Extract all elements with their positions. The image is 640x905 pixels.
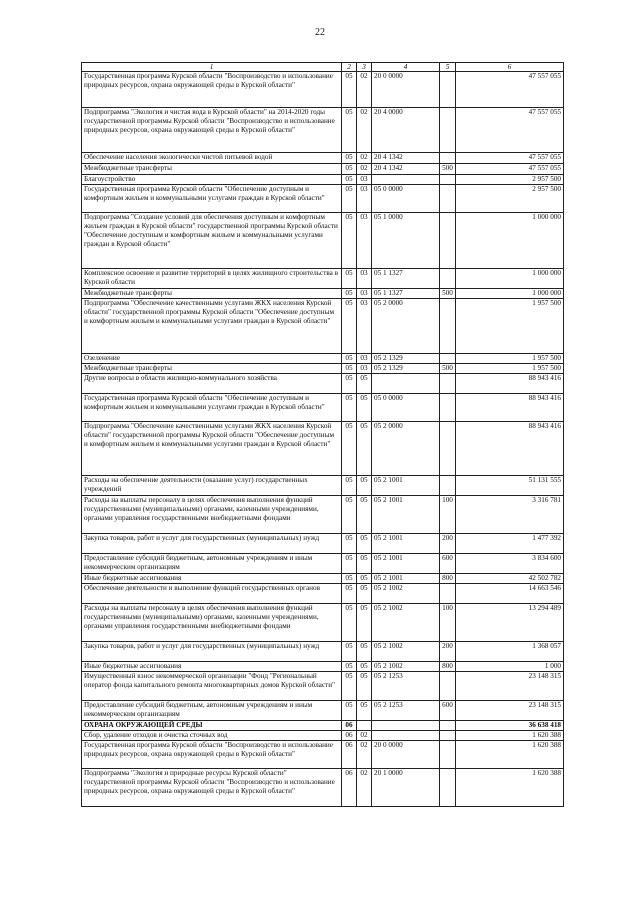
- cell-amount: 88 943 416: [456, 374, 564, 394]
- cell-name: Расходы на выплаты персоналу в целях обеспечения выполнения функций государственными (муниципальными) органами, казенными учреждениями, органами управления государственными внебюджетными фондами: [82, 604, 342, 642]
- header-row: [82, 63, 564, 72]
- cell-name: Закупка товаров, работ и услуг для государственных (муниципальных) нужд: [82, 534, 342, 554]
- cell-vr: [440, 299, 456, 354]
- cell-vr: [440, 175, 456, 185]
- cell-pr: 03: [357, 185, 372, 213]
- cell-pr: 03: [357, 289, 372, 299]
- cell-vr: [440, 422, 456, 476]
- cell-vr: [440, 269, 456, 289]
- table-row: [82, 164, 564, 175]
- cell-pr: 05: [357, 554, 372, 574]
- cell-rz: 05: [342, 422, 357, 476]
- cell-csr: 05 0 0000: [372, 185, 440, 213]
- cell-pr: 03: [357, 364, 372, 374]
- cell-rz: 05: [342, 153, 357, 164]
- cell-pr: 02: [357, 769, 372, 807]
- cell-pr: 05: [357, 496, 372, 534]
- cell-amount: 88 943 416: [456, 394, 564, 422]
- cell-name: Подпрограмма "Обеспечение качественными услугами ЖКХ населения Курской области" государственной программы Курской области "Обеспечение доступным и комфортным жильем и коммунальными услугами граждан в Курской области": [82, 422, 342, 476]
- table-row: [82, 394, 564, 422]
- cell-name: Благоустройство: [82, 175, 342, 185]
- table-row: [82, 642, 564, 662]
- cell-pr: 02: [357, 72, 372, 108]
- table-row: [82, 769, 564, 807]
- cell-pr: 02: [357, 153, 372, 164]
- cell-vr: [440, 672, 456, 701]
- cell-amount: 36 638 418: [456, 721, 564, 731]
- table-body: [82, 72, 564, 807]
- cell-csr: 20 4 1342: [372, 164, 440, 175]
- cell-amount: 14 663 546: [456, 584, 564, 604]
- cell-name: Обеспечение деятельности и выполнение функций государственных органов: [82, 584, 342, 604]
- cell-amount: 1 000: [456, 662, 564, 672]
- cell-amount: 2 957 500: [456, 185, 564, 213]
- cell-rz: 05: [342, 672, 357, 701]
- cell-rz: 05: [342, 72, 357, 108]
- cell-rz: 05: [342, 642, 357, 662]
- cell-rz: 05: [342, 164, 357, 175]
- cell-amount: 1 477 392: [456, 534, 564, 554]
- cell-rz: 05: [342, 584, 357, 604]
- cell-pr: 05: [357, 574, 372, 584]
- cell-rz: 05: [342, 496, 357, 534]
- cell-pr: 05: [357, 394, 372, 422]
- cell-amount: 2 957 500: [456, 175, 564, 185]
- cell-vr: [440, 476, 456, 496]
- cell-csr: 05 2 1329: [372, 354, 440, 364]
- table-row: [82, 741, 564, 769]
- cell-vr: [440, 72, 456, 108]
- cell-vr: [440, 731, 456, 741]
- table-row: [82, 374, 564, 394]
- table-row: [82, 354, 564, 364]
- header-name: 1: [82, 63, 342, 72]
- cell-name: Подпрограмма "Экология и чистая вода в Курской области" на 2014-2020 годы государственной программы Курской области "Воспроизводство и использование природных ресурсов, охрана окружающей среды в Курской области": [82, 108, 342, 153]
- cell-csr: [372, 374, 440, 394]
- table-row: [82, 299, 564, 354]
- cell-rz: 05: [342, 185, 357, 213]
- cell-pr: [357, 721, 372, 731]
- cell-csr: 05 2 1001: [372, 554, 440, 574]
- cell-rz: 05: [342, 554, 357, 574]
- cell-vr: [440, 185, 456, 213]
- cell-vr: [440, 584, 456, 604]
- cell-name: Межбюджетные трансферты: [82, 364, 342, 374]
- cell-vr: 200: [440, 642, 456, 662]
- budget-table: [81, 62, 564, 807]
- cell-name: Расходы на обеспечение деятельности (оказание услуг) государственных учреждений: [82, 476, 342, 496]
- cell-rz: 05: [342, 574, 357, 584]
- cell-vr: [440, 394, 456, 422]
- cell-rz: 05: [342, 354, 357, 364]
- table-row: [82, 364, 564, 374]
- cell-pr: 03: [357, 213, 372, 269]
- cell-name: Закупка товаров, работ и услуг для государственных (муниципальных) нужд: [82, 642, 342, 662]
- header-vr: 5: [440, 63, 456, 72]
- cell-csr: 05 1 0000: [372, 213, 440, 269]
- cell-vr: 100: [440, 496, 456, 534]
- cell-csr: 05 2 1002: [372, 642, 440, 662]
- cell-vr: [440, 354, 456, 364]
- cell-vr: 800: [440, 574, 456, 584]
- table-row: [82, 731, 564, 741]
- cell-name: Другие вопросы в области жилищно-коммунального хозяйства: [82, 374, 342, 394]
- cell-name: Межбюджетные трансферты: [82, 164, 342, 175]
- cell-amount: 1 957 500: [456, 299, 564, 354]
- cell-name: Иные бюджетные ассигнования: [82, 662, 342, 672]
- cell-pr: 05: [357, 422, 372, 476]
- cell-csr: 05 2 1001: [372, 496, 440, 534]
- cell-vr: [440, 741, 456, 769]
- table-row: [82, 108, 564, 153]
- cell-csr: 05 2 1001: [372, 574, 440, 584]
- cell-amount: 3 834 600: [456, 554, 564, 574]
- cell-amount: 47 557 055: [456, 164, 564, 175]
- cell-vr: 500: [440, 364, 456, 374]
- cell-name: ОХРАНА ОКРУЖАЮЩЕЙ СРЕДЫ: [82, 721, 342, 731]
- cell-amount: 23 148 315: [456, 672, 564, 701]
- table-row: [82, 534, 564, 554]
- cell-csr: 20 4 1342: [372, 153, 440, 164]
- cell-rz: 05: [342, 701, 357, 721]
- cell-csr: 05 2 1002: [372, 662, 440, 672]
- cell-name: Подпрограмма "Экология и природные ресурсы Курской области" государственной программы Курской области "Воспроизводство и использование природных ресурсов, охрана окружающей среды в Курской области": [82, 769, 342, 807]
- cell-vr: 100: [440, 604, 456, 642]
- cell-csr: 05 2 1002: [372, 604, 440, 642]
- table-row: [82, 604, 564, 642]
- cell-name: Межбюджетные трансферты: [82, 289, 342, 299]
- cell-name: Предоставление субсидий бюджетным, автономным учреждениям и иным некоммерческим организациям: [82, 701, 342, 721]
- cell-vr: [440, 769, 456, 807]
- table-row: [82, 662, 564, 672]
- cell-csr: 05 0 0000: [372, 394, 440, 422]
- cell-amount: 1 000 000: [456, 289, 564, 299]
- cell-name: Имущественный взнос некоммерческой организации "Фонд "Региональный оператор фонда капитального ремонта многоквартирных домов Курской области": [82, 672, 342, 701]
- cell-csr: 05 2 1253: [372, 701, 440, 721]
- cell-pr: 05: [357, 604, 372, 642]
- cell-csr: 20 4 0000: [372, 108, 440, 153]
- cell-vr: 500: [440, 164, 456, 175]
- table-row: [82, 701, 564, 721]
- cell-amount: 47 557 055: [456, 108, 564, 153]
- cell-pr: 02: [357, 741, 372, 769]
- cell-pr: 02: [357, 164, 372, 175]
- cell-vr: [440, 108, 456, 153]
- table-row: [82, 185, 564, 213]
- cell-name: Государственная программа Курской области "Воспроизводство и использование природных ресурсов, охрана окружающей среды в Курской области": [82, 741, 342, 769]
- cell-name: Подпрограмма "Создание условий для обеспечения доступным и комфортным жильем граждан в Курской области" государственной программы Курской области "Обеспечение доступным и комфортным жильем и коммунальными услугами граждан в Курской области": [82, 213, 342, 269]
- table-row: [82, 213, 564, 269]
- table-row: [82, 496, 564, 534]
- cell-amount: 47 557 055: [456, 153, 564, 164]
- cell-amount: 13 294 489: [456, 604, 564, 642]
- cell-vr: 500: [440, 289, 456, 299]
- cell-amount: 1 957 500: [456, 364, 564, 374]
- cell-csr: 05 1 1327: [372, 289, 440, 299]
- table-row: [82, 672, 564, 701]
- cell-name: Озеленение: [82, 354, 342, 364]
- cell-pr: 05: [357, 642, 372, 662]
- cell-csr: 05 2 1329: [372, 364, 440, 374]
- cell-pr: 05: [357, 476, 372, 496]
- cell-name: Предоставление субсидий бюджетным, автономным учреждениям и иным некоммерческим организациям: [82, 554, 342, 574]
- cell-name: Расходы на выплаты персоналу в целях обеспечения выполнения функций государственными (муниципальными) органами, казенными учреждениями, органами управления государственными внебюджетными фондами: [82, 496, 342, 534]
- cell-rz: 05: [342, 269, 357, 289]
- cell-name: Государственная программа Курской области "Воспроизводство и использование природных ресурсов, охрана окружающей среды в Курской области": [82, 72, 342, 108]
- cell-amount: 1 620 388: [456, 769, 564, 807]
- cell-rz: 05: [342, 364, 357, 374]
- cell-amount: 1 620 388: [456, 741, 564, 769]
- cell-vr: [440, 721, 456, 731]
- cell-amount: 42 502 782: [456, 574, 564, 584]
- header-csr: 4: [372, 63, 440, 72]
- cell-name: Государственная программа Курской области "Обеспечение доступным и комфортным жильем и коммунальными услугами граждан в Курской области": [82, 394, 342, 422]
- cell-amount: 1 000 000: [456, 269, 564, 289]
- cell-rz: 06: [342, 741, 357, 769]
- cell-amount: 1 620 388: [456, 731, 564, 741]
- cell-name: Обеспечение населения экологически чистой питьевой водой: [82, 153, 342, 164]
- cell-vr: 200: [440, 534, 456, 554]
- cell-csr: 20 0 0000: [372, 72, 440, 108]
- cell-name: Сбор, удаление отходов и очистка сточных вод: [82, 731, 342, 741]
- cell-csr: 05 2 1001: [372, 476, 440, 496]
- cell-rz: 05: [342, 289, 357, 299]
- cell-rz: 05: [342, 662, 357, 672]
- cell-vr: [440, 374, 456, 394]
- cell-pr: 02: [357, 731, 372, 741]
- cell-amount: 47 557 055: [456, 72, 564, 108]
- table-row: [82, 554, 564, 574]
- cell-rz: 05: [342, 604, 357, 642]
- table-row: [82, 72, 564, 108]
- cell-rz: 05: [342, 175, 357, 185]
- cell-vr: 600: [440, 554, 456, 574]
- table-row: [82, 574, 564, 584]
- cell-pr: 05: [357, 584, 372, 604]
- cell-rz: 05: [342, 299, 357, 354]
- cell-pr: 05: [357, 672, 372, 701]
- cell-amount: 23 148 315: [456, 701, 564, 721]
- cell-csr: [372, 721, 440, 731]
- cell-rz: 05: [342, 213, 357, 269]
- cell-pr: 03: [357, 269, 372, 289]
- cell-amount: 1 368 057: [456, 642, 564, 662]
- cell-amount: 1 000 000: [456, 213, 564, 269]
- table-row: [82, 584, 564, 604]
- page-number: 22: [315, 27, 325, 38]
- header-pr: 3: [357, 63, 372, 72]
- table-row: [82, 175, 564, 185]
- cell-rz: 05: [342, 374, 357, 394]
- table-row: [82, 269, 564, 289]
- cell-name: Государственная программа Курской области "Обеспечение доступным и комфортным жильем и коммунальными услугами граждан в Курской области": [82, 185, 342, 213]
- cell-rz: 05: [342, 476, 357, 496]
- cell-amount: 1 957 500: [456, 354, 564, 364]
- table-row: [82, 289, 564, 299]
- cell-vr: 800: [440, 662, 456, 672]
- cell-csr: [372, 731, 440, 741]
- cell-name: Иные бюджетные ассигнования: [82, 574, 342, 584]
- cell-csr: 20 0 0000: [372, 741, 440, 769]
- cell-pr: 05: [357, 374, 372, 394]
- cell-pr: 05: [357, 662, 372, 672]
- cell-pr: 03: [357, 175, 372, 185]
- table-row: [82, 153, 564, 164]
- cell-rz: 05: [342, 394, 357, 422]
- cell-rz: 05: [342, 534, 357, 554]
- cell-csr: 05 2 1253: [372, 672, 440, 701]
- cell-vr: [440, 153, 456, 164]
- cell-rz: 06: [342, 721, 357, 731]
- table-row: [82, 422, 564, 476]
- cell-csr: 05 2 0000: [372, 422, 440, 476]
- cell-name: Подпрограмма "Обеспечение качественными услугами ЖКХ населения Курской области" государственной программы Курской области "Обеспечение доступным и комфортным жильем и коммунальными услугами граждан в Курской области": [82, 299, 342, 354]
- cell-rz: 06: [342, 769, 357, 807]
- cell-pr: 05: [357, 701, 372, 721]
- cell-rz: 06: [342, 731, 357, 741]
- cell-amount: 88 943 416: [456, 422, 564, 476]
- cell-pr: 05: [357, 534, 372, 554]
- table-row: [82, 476, 564, 496]
- cell-csr: 20 1 0000: [372, 769, 440, 807]
- cell-csr: 05 1 1327: [372, 269, 440, 289]
- cell-pr: 03: [357, 299, 372, 354]
- cell-vr: [440, 213, 456, 269]
- header-rz: 2: [342, 63, 357, 72]
- cell-csr: 05 2 1001: [372, 534, 440, 554]
- cell-csr: [372, 175, 440, 185]
- cell-pr: 02: [357, 108, 372, 153]
- cell-csr: 05 2 0000: [372, 299, 440, 354]
- cell-csr: 05 2 1002: [372, 584, 440, 604]
- table-row: [82, 721, 564, 731]
- cell-vr: 600: [440, 701, 456, 721]
- cell-amount: 3 316 781: [456, 496, 564, 534]
- header-amount: 6: [456, 63, 564, 72]
- cell-name: Комплексное освоение и развитие территорий в целях жилищного строительства в Курской области: [82, 269, 342, 289]
- cell-pr: 03: [357, 354, 372, 364]
- cell-rz: 05: [342, 108, 357, 153]
- cell-amount: 51 131 555: [456, 476, 564, 496]
